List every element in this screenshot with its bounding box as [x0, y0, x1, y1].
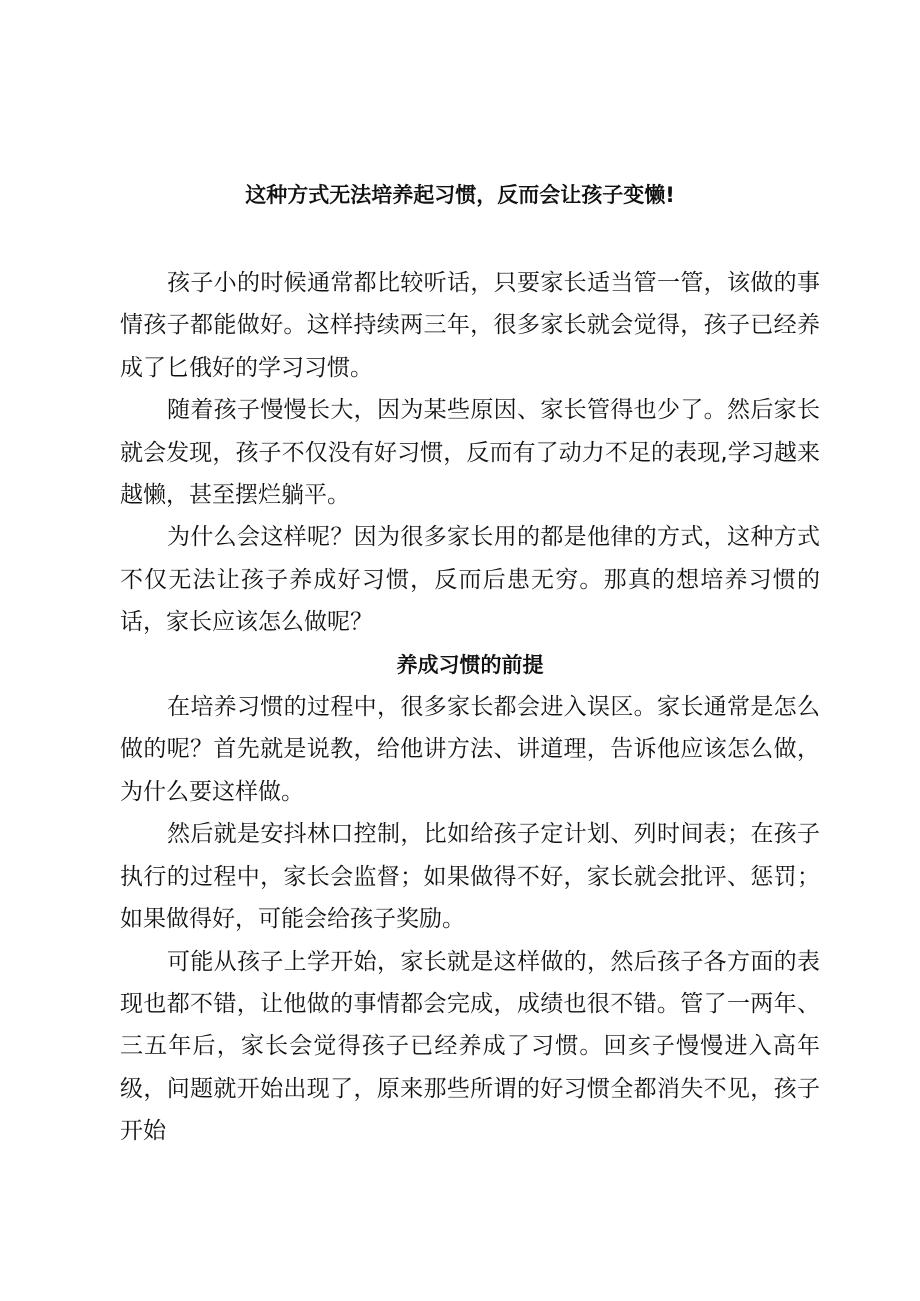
paragraph: 可能从孩子上学开始，家长就是这样做的，然后孩子各方面的表现也都不错，让他做的事情都会完成，成绩也很不错。管了一两年、三五年后，家长会觉得孩子已经养成了习惯。回亥子慢慢进入高年级，问题就开始出现了，原来那些所谓的好习惯全都消失不见，孩子开始 — [120, 948, 820, 1145]
paragraph: 然后就是安抖林口控制，比如给孩子定计划、列时间表；在孩子执行的过程中，家长会监督；如果做得不好，家长就会批评、惩罚；如果做得好，可能会给孩子奖励。 — [120, 821, 820, 933]
paragraph: 为什么会这样呢？因为很多家长用的都是他律的方式，这种方式不仅无法让孩子养成好习惯，反而后患无穷。那真的想培养习惯的话，家长应该怎么做呢？ — [120, 524, 820, 636]
paragraph: 在培养习惯的过程中，很多家长都会进入误区。家长通常是怎么做的呢？首先就是说教，给他讲方法、讲道理，告诉他应该怎么做，为什么要这样做。 — [120, 694, 820, 805]
paragraph: 随着孩子慢慢长大，因为某些原因、家长管得也少了。然后家长就会发现，孩子不仅没有好习惯，反而有了动力不足的表现,学习越来越懒，甚至摆烂躺平。 — [120, 397, 820, 509]
document-title: 这种方式无法培养起习惯，反而会让孩子变懒! — [245, 183, 675, 207]
document-body — [120, 262, 820, 1153]
section-heading: 养成习惯的前提 — [396, 652, 544, 677]
paragraph: 孩子小的时候通常都比较听话，只要家长适当管一管，该做的事情孩子都能做好。这样持续两三年，很多家长就会觉得，孩子已经养成了匕俄好的学习习惯。 — [120, 270, 820, 381]
